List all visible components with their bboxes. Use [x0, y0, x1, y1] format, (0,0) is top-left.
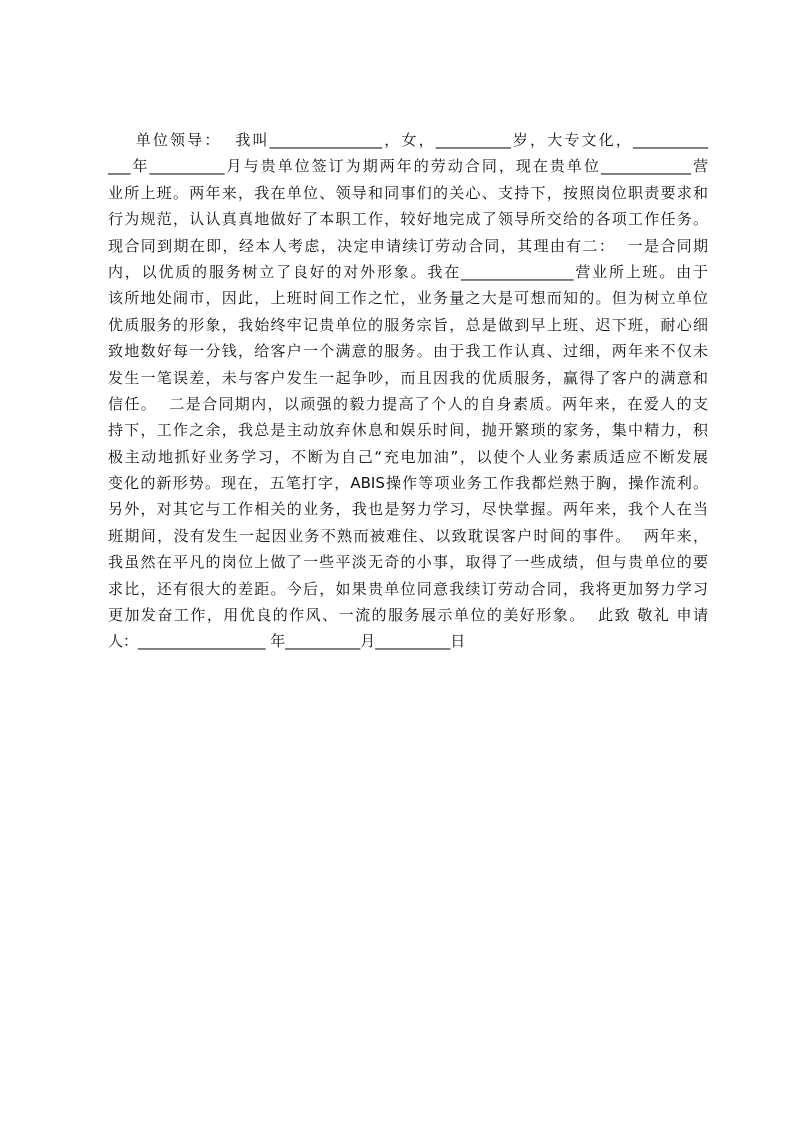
letter-line: 致地数好每一分钱，给客户一个满意的服务。由于我工作认真、过细，两年来不仅未	[108, 342, 708, 361]
letter-line: ___年__________月与贵单位签订为期两年的劳动合同，现在贵单位____________营	[108, 157, 708, 176]
letter-line: 极主动地抓好业务学习，不断为自己“充电加油”，以使个人业务素质适应不断发展	[108, 447, 708, 466]
letter-line: 班期间，没有发生一起因业务不熟而被难住、以致耽误客户时间的事件。 两年来，	[108, 526, 708, 545]
letter-line: 我虽然在平凡的岗位上做了一些平淡无奇的小事，取得了一些成绩，但与贵单位的要	[108, 553, 708, 572]
letter-line: 该所地处闹市，因此，上班时间工作之忙，业务量之大是可想而知的。但为树立单位	[108, 289, 708, 308]
letter-line: 业所上班。两年来，我在单位、领导和同事们的关心、支持下，按照岗位职责要求和	[108, 183, 708, 202]
letter-line: 另外，对其它与工作相关的业务，我也是努力学习，尽快掌握。两年来，我个人在当	[108, 500, 708, 519]
letter-line: 内，以优质的服务树立了良好的对外形象。我在_______________营业所上班。由于	[108, 262, 708, 281]
letter-line: 求比，还有很大的差距。今后，如果贵单位同意我续订劳动合同，我将更加努力学习	[108, 579, 708, 598]
letter-line: 优质服务的形象，我始终牢记贵单位的服务宗旨，总是做到早上班、迟下班，耐心细	[108, 315, 708, 334]
letter-line: 发生一笔误差，未与客户发生一起争吵，而且因我的优质服务，赢得了客户的满意和	[108, 368, 708, 387]
letter-line: 更加发奋工作，用优良的作风、一流的服务展示单位的美好形象。 此致 敬礼 申请	[108, 606, 708, 625]
letter-line: 行为规范，认认真真地做好了本职工作，较好地完成了领导所交给的各项工作任务。	[108, 210, 708, 229]
letter-line: 单位领导： 我叫_______________，女，__________岁，大专文化，__________	[108, 131, 708, 149]
letter-line: 信任。 二是合同期内，以顽强的毅力提高了个人的自身素质。两年来，在爱人的支	[108, 394, 708, 413]
letter-body	[108, 127, 708, 655]
letter-line: 变化的新形势。现在，五笔打字，ABIS操作等项业务工作我都烂熟于胸，操作流利。	[108, 474, 708, 493]
signature-line: 人：_________________ 年__________月__________日	[108, 632, 466, 651]
letter-line: 现合同到期在即，经本人考虑，决定申请续订劳动合同，其理由有二： 一是合同期	[108, 236, 708, 255]
letter-line: 持下，工作之余，我总是主动放弃休息和娱乐时间，抛开繁琐的家务，集中精力，积	[108, 421, 708, 440]
